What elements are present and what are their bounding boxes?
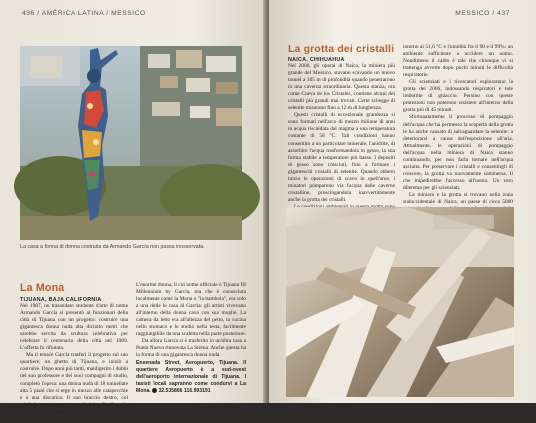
running-head-left: 436 / AMÉRICA LATINA / MESSICO <box>22 10 146 17</box>
photo-la-mona <box>20 46 242 240</box>
paragraph: Nel 1987, un trasandato studente d'arte di nome Armando García si presentò ai funzionari della città di Tijuana con un progetto: costruire una gigantesca donna nuda alta diciotto metri che sarebbe servita da scultura celebrativa per celebrare il centenario della città nel 1989. L'offerta fu rifiutata. <box>20 303 128 352</box>
paragraph: L'enorme donna, il cui nome ufficiale è Tijuana III Millennium by García, ma che è conosciuta localmente come la Mona o "la bambola", era solo a una delle le casa di García: gli artisti vivevano all'interno della donna cava con sua moglie. La camera da letto era all'altezza del petto, la cucina nello stomaco e lo studio nella testa, facilmente raggiungibile da una scaletta nella parte posteriore. <box>136 282 247 338</box>
body-column-1 <box>288 63 395 225</box>
paragraph: Questi cristalli di eccezionale grandezza si sono formati nell'arco di mezzo milione di anni in acqua riscaldata dal magma a una temperatura costante di 58 °C. Tali condizioni hanno consentito a un particolare minerale, l'anidrite, di assorbire l'acqua trasformandola in gesso, la sua forma stabile a temperature più basse. I depositi di gesso sono cresciuti, fino a formare i giganteschi cristalli di selenite. Quando ebbero inizio le operazioni di scavo in quell'area, i minatori pomparono via l'acqua dalle caverne cristalline, prosciugandola inavvertitamente anche la grotta dei cristalli. <box>288 112 395 203</box>
gps-coordinates: 32.535866 116.993191 <box>158 387 211 394</box>
photo-la-mona-illustration <box>20 46 242 240</box>
paragraph: Ma il tenace García trasferì il progetto sul suo quartiere, un ghetto di Tijuana, e iniziò a costruire. Dopo anni più tardi, maldigerito i dubbi del suo professore e dei suoi compagni di studio, completò l'opera: una donna nuda di 18 tonnellate alta 5 piani che si erge in mezzo alle catapecchie e a una discarica. Il suo braccio destro, col migliolo teso, punta verso il cielo. Si dice che questa statua rappresenti la Tijuana della città geografica del Messico. <box>20 352 128 422</box>
location-subheading: TIJUANA, BAJA CALIFORNIA <box>20 297 102 303</box>
paragraph: Nel 2000, gli operai di Naica, la miniera più grande del Messico, stavano scavando un nuovo tunnel a 305 m di profondità quando penetrarono in una caverna straordinaria. Questa stanza, ora come Cueva de los Cristales, contiene alcuni dei cristalli più grandi mai trovati. Certe schegge di selenite misurano fino a 12 m di lunghezza. <box>288 63 395 112</box>
paragraph: Gli scienziati e i ricercatori esplorarono la grotta del 2006, indossando respiratori e tute imbottite di ghiaccio. Persino con queste protezioni non poterono resistere all'interno della grotta più di 45 minuti. <box>403 79 513 114</box>
body-column-1 <box>20 303 128 423</box>
left-page <box>0 0 267 422</box>
paragraph: La miniera e la grotta si trovano nella zona sudoccidentale di Naica, un paese di circa 5000 <box>403 191 513 206</box>
section-title-grotta: La grotta dei cristalli <box>288 44 395 55</box>
photo-crystal-cave-illustration <box>286 207 514 397</box>
location-pin-icon <box>152 388 157 393</box>
paragraph: intorno ai 51,6 °C e l'umidità fra il 90 e il 99%: un ambiente sufficiente a uccidere un uomo. Nondimeno il caldo è tale che chiunque vi si trattenga avverte dopo pochi minuti le difficoltà respiratorie. <box>403 44 513 79</box>
running-head-right: MESSICO / 437 <box>455 10 510 17</box>
paragraph: Sfortunatamente il processo di pompaggio dell'acqua che ha permesso la scoperta della grotta le ha anche causato di salvaguardare la selenite: a deteriorarsi a causa dell'esposizione all'aria. Attualmente, le operazioni di pompaggio dell'acqua nella miniera di Naica stanno continuando, per non farla tornare nell'acqua asciutta. Per preservare i cristalli e consentirgli di crescere, la grotta va nuovamente sommersa. Il che impedirebbe l'accesso all'uomo. Un vero dilemma per gli scienziati. <box>403 114 513 191</box>
paragraph: Da allora García si è trasferito in un'altra casa a Punta Nuevo rinnovata La Sirena. Anche questa ha la forma di una gigantesca donna nuda. <box>136 338 246 359</box>
section-title-la-mona: La Mona <box>20 282 65 294</box>
photo-crystal-cave <box>286 207 514 397</box>
body-column-2 <box>136 282 246 395</box>
photo-caption: La casa a forma di donna costruita da Armando García non passa inosservata. <box>20 244 205 250</box>
address-info: Ensenada Street, Aeropuerto, Tijuana. Il quartiere Aeropuerto è a sud-ovest dell'aeroporto internazionale di Tijuana. I taxisti locali sapranno come condurvi a La Mona. <box>136 359 246 394</box>
right-page <box>269 0 536 403</box>
location-subheading: NAICA, CHIHUAHUA <box>288 57 345 63</box>
